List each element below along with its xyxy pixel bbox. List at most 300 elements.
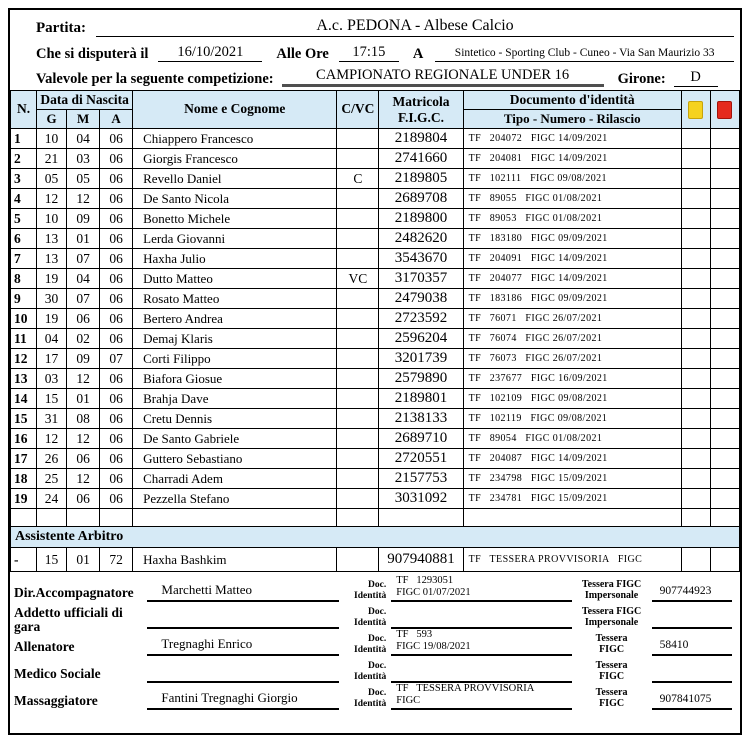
player-row [11, 429, 740, 449]
cell-name: Guttero Sebastiano [133, 449, 337, 469]
cell-year: 06 [100, 209, 133, 229]
assistant-referee-row [11, 548, 740, 572]
doc-identity-line1: TF 1293051 [396, 574, 454, 586]
cell-day: 26 [37, 449, 67, 469]
player-row [11, 129, 740, 149]
cell-name: Bonetto Michele [133, 209, 337, 229]
cell-yellow-card [681, 449, 710, 469]
tessera-label-line1: Tessera FIGC [581, 606, 642, 617]
cell-year: 06 [100, 309, 133, 329]
cell-document: TF 234798 FIGC 15/09/2021 [463, 469, 681, 489]
cell-number: 2 [11, 149, 37, 169]
player-row [11, 369, 740, 389]
col-header-day: G [37, 110, 67, 129]
girone-label: Girone: [617, 70, 666, 87]
cell-captain-role [337, 489, 379, 509]
doc-identity-label-line2: Identità [354, 698, 387, 709]
cell-yellow-card [681, 389, 710, 409]
cell-year: 06 [100, 469, 133, 489]
assistant-referee-band [11, 527, 740, 548]
col-header-birthdate: Data di Nascita [37, 91, 133, 110]
cell-matricola: 2138133 [379, 409, 463, 429]
tessera-number-value: 907841075 [652, 693, 732, 710]
cell-matricola: 907940881 [379, 548, 463, 572]
cell-number: 7 [11, 249, 37, 269]
cell-day: 13 [37, 249, 67, 269]
cell-month: 12 [67, 429, 100, 449]
cell-empty [11, 509, 37, 527]
player-row [11, 389, 740, 409]
doc-identity-label-line2: Identità [354, 671, 387, 682]
cell-yellow-card [681, 489, 710, 509]
cell-captain-role [337, 548, 379, 572]
player-row [11, 149, 740, 169]
cell-red-card [710, 189, 739, 209]
tessera-label-line1: Tessera [595, 633, 628, 644]
tessera-label-line2: FIGC [599, 698, 625, 709]
doc-identity-value [391, 613, 571, 629]
yellow-card-icon [688, 101, 703, 119]
cell-captain-role [337, 149, 379, 169]
col-header-document: Documento d'identità [463, 91, 681, 110]
roster-table-header [11, 91, 740, 129]
staff-role-label: Addetto ufficiali di gara [14, 605, 123, 634]
doc-identity-line2: FIGC 01/07/2021 [396, 586, 471, 598]
player-row [11, 269, 740, 289]
cell-month: 07 [67, 249, 100, 269]
cell-matricola: 2189801 [379, 389, 463, 409]
player-row [11, 469, 740, 489]
cell-empty [67, 509, 100, 527]
staff-role-label: Allenatore [14, 638, 75, 654]
cell-red-card [710, 129, 739, 149]
cell-yellow-card [681, 269, 710, 289]
cell-matricola: 2689710 [379, 429, 463, 449]
cell-day: 24 [37, 489, 67, 509]
cell-name: Lerda Giovanni [133, 229, 337, 249]
cell-matricola: 2720551 [379, 449, 463, 469]
doc-identity-label-line1: Doc. [368, 580, 387, 591]
cell-document: TF 234781 FIGC 15/09/2021 [463, 489, 681, 509]
cell-captain-role [337, 409, 379, 429]
col-header-month: M [67, 110, 100, 129]
time-value: 17:15 [339, 45, 399, 62]
staff-section [10, 575, 740, 710]
tessera-number-value [652, 666, 732, 683]
cell-red-card [710, 309, 739, 329]
cell-empty [133, 509, 337, 527]
cell-month: 04 [67, 129, 100, 149]
cell-number: 4 [11, 189, 37, 209]
doc-identity-label [339, 661, 392, 683]
cell-document: TF 89054 FIGC 01/08/2021 [463, 429, 681, 449]
cell-empty [681, 509, 710, 527]
cell-document: TF 102111 FIGC 09/08/2021 [463, 169, 681, 189]
cell-name: Bertero Andrea [133, 309, 337, 329]
cell-captain-role [337, 369, 379, 389]
date-value: 16/10/2021 [158, 45, 262, 62]
tessera-label-line2: FIGC [599, 671, 625, 682]
cell-month: 04 [67, 269, 100, 289]
cell-red-card [710, 329, 739, 349]
match-label: Partita: [36, 20, 86, 37]
cell-captain-role [337, 289, 379, 309]
tessera-label-line2: Impersonale [584, 590, 639, 601]
cell-name: Haxha Julio [133, 249, 337, 269]
doc-identity-label-line2: Identità [354, 617, 387, 628]
cell-name: Charradi Adem [133, 469, 337, 489]
match-line [10, 13, 740, 38]
cell-number: - [11, 548, 37, 572]
staff-role-label: Dir.Accompagnatore [14, 584, 134, 600]
cell-number: 18 [11, 469, 37, 489]
cell-number: 11 [11, 329, 37, 349]
cell-matricola: 2596204 [379, 329, 463, 349]
doc-identity-label-line1: Doc. [368, 607, 387, 618]
doc-identity-value [391, 575, 571, 602]
cell-day: 15 [37, 389, 67, 409]
cell-month: 02 [67, 329, 100, 349]
doc-identity-label-line1: Doc. [368, 661, 387, 672]
cell-number: 6 [11, 229, 37, 249]
cell-name: Revello Daniel [133, 169, 337, 189]
cell-document: TF 183186 FIGC 09/09/2021 [463, 289, 681, 309]
cell-day: 12 [37, 189, 67, 209]
cell-yellow-card [681, 429, 710, 449]
tessera-label [572, 579, 652, 602]
cell-month: 12 [67, 469, 100, 489]
cell-matricola: 2189800 [379, 209, 463, 229]
cell-year: 06 [100, 129, 133, 149]
tessera-label [572, 660, 652, 683]
cell-yellow-card [681, 189, 710, 209]
cell-day: 30 [37, 289, 67, 309]
cell-name: Rosato Matteo [133, 289, 337, 309]
cell-month: 01 [67, 229, 100, 249]
cell-red-card [710, 409, 739, 429]
cell-day: 10 [37, 129, 67, 149]
cell-yellow-card [681, 129, 710, 149]
col-header-matricola [379, 91, 463, 129]
cell-number: 19 [11, 489, 37, 509]
doc-identity-label-line2: Identità [354, 644, 387, 655]
cell-number: 9 [11, 289, 37, 309]
cell-document: TF 76074 FIGC 26/07/2021 [463, 329, 681, 349]
col-header-year: A [100, 110, 133, 129]
tessera-label-line2: Impersonale [584, 617, 639, 628]
cell-day: 17 [37, 349, 67, 369]
cell-year: 06 [100, 169, 133, 189]
cell-matricola: 2189805 [379, 169, 463, 189]
staff-name-value [147, 664, 338, 683]
cell-captain-role [337, 189, 379, 209]
cell-name: Chiappero Francesco [133, 129, 337, 149]
doc-identity-label [339, 580, 392, 602]
cell-name: Pezzella Stefano [133, 489, 337, 509]
cell-month: 06 [67, 309, 100, 329]
cell-day: 31 [37, 409, 67, 429]
cell-number: 17 [11, 449, 37, 469]
cell-captain-role: VC [337, 269, 379, 289]
player-row [11, 309, 740, 329]
cell-month: 05 [67, 169, 100, 189]
empty-row [11, 509, 740, 527]
cell-day: 25 [37, 469, 67, 489]
player-row [11, 329, 740, 349]
assistant-referee-label: Assistente Arbitro [11, 527, 740, 548]
doc-identity-value [391, 683, 571, 710]
time-label: Alle Ore [276, 45, 329, 62]
tessera-label-line2: FIGC [599, 644, 625, 655]
cell-month: 01 [67, 548, 100, 572]
match-value: A.c. PEDONA - Albese Calcio [96, 18, 734, 37]
cell-matricola: 3170357 [379, 269, 463, 289]
cell-matricola: 2723592 [379, 309, 463, 329]
player-rows [11, 129, 740, 572]
cell-matricola: 3031092 [379, 489, 463, 509]
cell-red-card [710, 449, 739, 469]
cell-matricola: 2689708 [379, 189, 463, 209]
player-row [11, 209, 740, 229]
cell-year: 06 [100, 389, 133, 409]
player-row [11, 249, 740, 269]
cell-empty [100, 509, 133, 527]
matricola-line1: Matricola [392, 93, 450, 109]
cell-empty [337, 509, 379, 527]
cell-number: 10 [11, 309, 37, 329]
cell-captain-role [337, 349, 379, 369]
cell-number: 14 [11, 389, 37, 409]
cell-name: Brahja Dave [133, 389, 337, 409]
cell-matricola: 3201739 [379, 349, 463, 369]
doc-identity-label [339, 688, 392, 710]
cell-yellow-card [681, 169, 710, 189]
staff-role-label: Massaggiatore [14, 692, 98, 708]
tessera-number-value: 907744923 [652, 585, 732, 602]
cell-month: 06 [67, 449, 100, 469]
doc-identity-label-line1: Doc. [368, 688, 387, 699]
cell-number: 1 [11, 129, 37, 149]
cell-year: 06 [100, 429, 133, 449]
cell-red-card [710, 389, 739, 409]
cell-matricola: 2479038 [379, 289, 463, 309]
cell-year: 06 [100, 149, 133, 169]
cell-captain-role [337, 449, 379, 469]
cell-yellow-card [681, 548, 710, 572]
staff-row [10, 656, 740, 683]
cell-name: De Santo Nicola [133, 189, 337, 209]
cell-month: 08 [67, 409, 100, 429]
cell-matricola: 2741660 [379, 149, 463, 169]
tessera-label [572, 687, 652, 710]
cell-year: 06 [100, 489, 133, 509]
cell-captain-role [337, 209, 379, 229]
cell-red-card [710, 169, 739, 189]
cell-red-card [710, 249, 739, 269]
doc-identity-value [391, 629, 571, 656]
col-header-captain: C/VC [337, 91, 379, 129]
doc-identity-label-line2: Identità [354, 590, 387, 601]
cell-yellow-card [681, 469, 710, 489]
doc-identity-line1: TF 593 [396, 628, 433, 640]
col-header-document-detail: Tipo - Numero - Rilascio [463, 110, 681, 129]
cell-document: TF 204077 FIGC 14/09/2021 [463, 269, 681, 289]
tessera-label-line1: Tessera [595, 687, 628, 698]
col-header-name: Nome e Cognome [133, 91, 337, 129]
cell-month: 12 [67, 369, 100, 389]
player-row [11, 489, 740, 509]
cell-captain-role [337, 329, 379, 349]
cell-day: 05 [37, 169, 67, 189]
cell-captain-role [337, 429, 379, 449]
tessera-label-line1: Tessera [595, 660, 628, 671]
cell-day: 15 [37, 548, 67, 572]
cell-day: 19 [37, 309, 67, 329]
staff-name-value: Marchetti Matteo [147, 583, 338, 602]
cell-red-card [710, 269, 739, 289]
cell-day: 10 [37, 209, 67, 229]
doc-identity-label-line1: Doc. [368, 634, 387, 645]
cell-captain-role [337, 309, 379, 329]
cell-yellow-card [681, 209, 710, 229]
red-card-icon [717, 101, 732, 119]
cell-document: TF 204072 FIGC 14/09/2021 [463, 129, 681, 149]
staff-name-value: Tregnaghi Enrico [147, 637, 338, 656]
cell-year: 06 [100, 409, 133, 429]
cell-matricola: 2189804 [379, 129, 463, 149]
cell-captain-role [337, 389, 379, 409]
player-row [11, 189, 740, 209]
cell-red-card [710, 289, 739, 309]
cell-captain-role [337, 469, 379, 489]
doc-identity-label [339, 607, 392, 629]
cell-yellow-card [681, 349, 710, 369]
cell-matricola: 2482620 [379, 229, 463, 249]
venue-value: Sintetico - Sporting Club - Cuneo - Via San Maurizio 33 [435, 47, 734, 62]
cell-yellow-card [681, 149, 710, 169]
cell-red-card [710, 489, 739, 509]
date-label: Che si disputerà il [36, 45, 149, 62]
cell-empty [710, 509, 739, 527]
cell-month: 09 [67, 349, 100, 369]
tessera-number-value: 58410 [652, 639, 732, 656]
competition-value: CAMPIONATO REGIONALE UNDER 16 [282, 68, 604, 87]
cell-number: 3 [11, 169, 37, 189]
doc-identity-value [391, 667, 571, 683]
cell-document: TF 102109 FIGC 09/08/2021 [463, 389, 681, 409]
competition-line [10, 63, 740, 88]
cell-red-card [710, 209, 739, 229]
cell-document: TF 183180 FIGC 09/09/2021 [463, 229, 681, 249]
at-label: A [412, 45, 424, 62]
form-header [10, 10, 740, 88]
cell-name: Corti Filippo [133, 349, 337, 369]
player-row [11, 349, 740, 369]
player-row [11, 449, 740, 469]
cell-document: TF TESSERA PROVVISORIA FIGC [463, 548, 681, 572]
girone-value: D [674, 70, 718, 87]
cell-day: 13 [37, 229, 67, 249]
cell-document: TF 89053 FIGC 01/08/2021 [463, 209, 681, 229]
tessera-number-value [652, 612, 732, 629]
staff-row [10, 683, 740, 710]
cell-number: 8 [11, 269, 37, 289]
cell-yellow-card [681, 289, 710, 309]
col-header-number: N. [11, 91, 37, 129]
cell-year: 06 [100, 449, 133, 469]
cell-name: De Santo Gabriele [133, 429, 337, 449]
cell-red-card [710, 429, 739, 449]
cell-captain-role [337, 229, 379, 249]
cell-name: Cretu Dennis [133, 409, 337, 429]
player-row [11, 229, 740, 249]
doc-identity-line1: TF TESSERA PROVVISORIA [396, 682, 535, 694]
cell-number: 13 [11, 369, 37, 389]
cell-day: 03 [37, 369, 67, 389]
cell-day: 21 [37, 149, 67, 169]
cell-number: 12 [11, 349, 37, 369]
cell-red-card [710, 469, 739, 489]
col-header-yellow [681, 91, 710, 129]
cell-year: 72 [100, 548, 133, 572]
doc-identity-label [339, 634, 392, 656]
cell-document: TF 204091 FIGC 14/09/2021 [463, 249, 681, 269]
staff-role-label: Medico Sociale [14, 665, 101, 681]
matricola-line2: F.I.G.C. [398, 109, 445, 125]
cell-empty [379, 509, 463, 527]
tessera-label [572, 633, 652, 656]
cell-yellow-card [681, 329, 710, 349]
cell-empty [463, 509, 681, 527]
cell-yellow-card [681, 229, 710, 249]
cell-yellow-card [681, 409, 710, 429]
cell-year: 06 [100, 269, 133, 289]
cell-yellow-card [681, 249, 710, 269]
cell-day: 19 [37, 269, 67, 289]
cell-yellow-card [681, 309, 710, 329]
date-line [10, 38, 740, 63]
cell-name: Dutto Matteo [133, 269, 337, 289]
cell-name: Giorgis Francesco [133, 149, 337, 169]
doc-identity-line2: FIGC 19/08/2021 [396, 640, 471, 652]
cell-name: Biafora Giosue [133, 369, 337, 389]
cell-captain-role [337, 249, 379, 269]
staff-name-value [147, 610, 338, 629]
player-row [11, 289, 740, 309]
player-row [11, 409, 740, 429]
cell-name: Demaj Klaris [133, 329, 337, 349]
cell-number: 5 [11, 209, 37, 229]
cell-document: TF 102119 FIGC 09/08/2021 [463, 409, 681, 429]
cell-number: 16 [11, 429, 37, 449]
cell-captain-role: C [337, 169, 379, 189]
cell-red-card [710, 349, 739, 369]
match-roster-form [8, 8, 742, 735]
cell-red-card [710, 548, 739, 572]
cell-yellow-card [681, 369, 710, 389]
cell-document: TF 204087 FIGC 14/09/2021 [463, 449, 681, 469]
cell-empty [37, 509, 67, 527]
cell-year: 06 [100, 289, 133, 309]
cell-month: 12 [67, 189, 100, 209]
cell-name: Haxha Bashkim [133, 548, 337, 572]
cell-captain-role [337, 129, 379, 149]
cell-month: 01 [67, 389, 100, 409]
cell-matricola: 2579890 [379, 369, 463, 389]
tessera-label-line1: Tessera FIGC [581, 579, 642, 590]
cell-year: 06 [100, 189, 133, 209]
doc-identity-line2: FIGC [396, 694, 421, 706]
